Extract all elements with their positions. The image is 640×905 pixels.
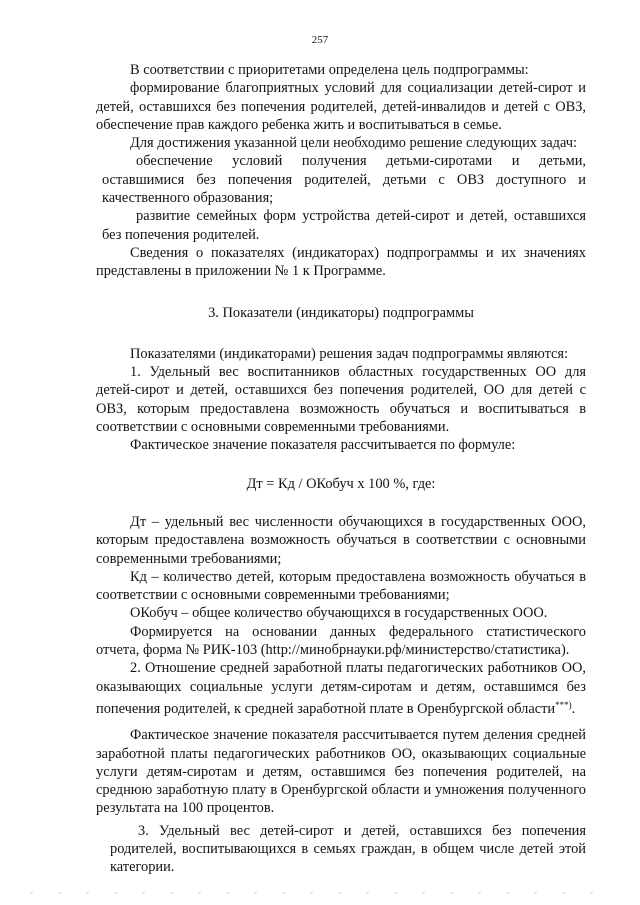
footnote-marker: ***) [555, 699, 572, 710]
definition-dt: Дт – удельный вес численности обучающихся в государственных ООО, которым предоставлена возможность обучаться в соответствии с основными современными требованиями; [96, 513, 586, 567]
paragraph-formula-intro: Фактическое значение показателя рассчитывается по формуле: [130, 437, 516, 454]
indicator-item-3: 3. Удельный вес детей-сирот и детей, оставшихся без попечения родителей, воспитывающихся в семьях граждан, в общем числе детей этой категории. [110, 822, 586, 876]
paragraph-calculation: Фактическое значение показателя рассчитывается путем деления средней заработной платы педагогических работников ОО, оказывающих социальные услуги детям-сиротам и детям, оставшимся без попечения родителей, на среднюю заработную плату в Оренбургской области и умножения полученного результата на 100 процентов. [96, 727, 586, 817]
indicator-item-1: 1. Удельный вес воспитанников областных государственных ОО для детей-сирот и детей, оставшихся без попечения родителей, ОО для детей с ОВЗ, которым предоставлена возможность обучаться и воспитываться в соответствии с основными современными требованиями. [96, 364, 586, 436]
document-body [96, 61, 586, 877]
definition-okobuch: ОКобуч – общее количество обучающихся в государственных ООО. [130, 605, 548, 622]
paragraph-indicators-intro: Показателями (индикаторами) решения задач подпрограммы являются: [130, 345, 569, 362]
paragraph-data-source: Формируется на основании данных федерального статистического отчета, форма № РИК-103 (http://минобрнауки.рф/министерство/статистика). [96, 623, 586, 659]
section-heading: 3. Показатели (индикаторы) подпрограммы [208, 304, 474, 321]
indicator-item-2-end: . [571, 700, 576, 717]
definition-kd: Кд – количество детей, которым предоставлена возможность обучаться в соответствии с основными современными требованиями; [96, 568, 586, 604]
indicator-item-2 [96, 659, 586, 718]
indicator-item-2-text: 2. Отношение средней заработной платы педагогических работников ОО, оказывающих социальные услуги детям-сиротам и детям, оставшимся без попечения родителей, к средней заработной плате в Оренбургской области [96, 660, 586, 717]
paragraph-goal-intro: В соответствии с приоритетами определена цель подпрограммы: [130, 62, 529, 78]
paragraph-goal: формирование благоприятных условий для социализации детей-сирот и детей, оставшихся без попечения родителей, детей-инвалидов и детей с ОВЗ, обеспечение прав каждого ребенка жить и воспитываться в семье. [96, 80, 586, 133]
task-list [102, 152, 586, 243]
page-number: 257 [311, 34, 329, 46]
task-item-1: обеспечение условий получения детьми-сиротами и детьми, оставшимися без попечения родителей, детьми с ОВЗ доступного и качественного образования; [102, 153, 586, 207]
formula: Дт = Кд / ОКобуч x 100 %, где: [246, 475, 436, 492]
task-item-2: развитие семейных форм устройства детей-сирот и детей, оставшихся без попечения родителей. [102, 208, 586, 243]
paragraph-indicators-info: Сведения о показателях (индикаторах) подпрограммы и их значениях представлены в приложении № 1 к Программе. [96, 244, 586, 280]
scan-artifact-line [30, 892, 610, 894]
paragraph-tasks-intro: Для достижения указанной цели необходимо решение следующих задач: [130, 135, 578, 152]
